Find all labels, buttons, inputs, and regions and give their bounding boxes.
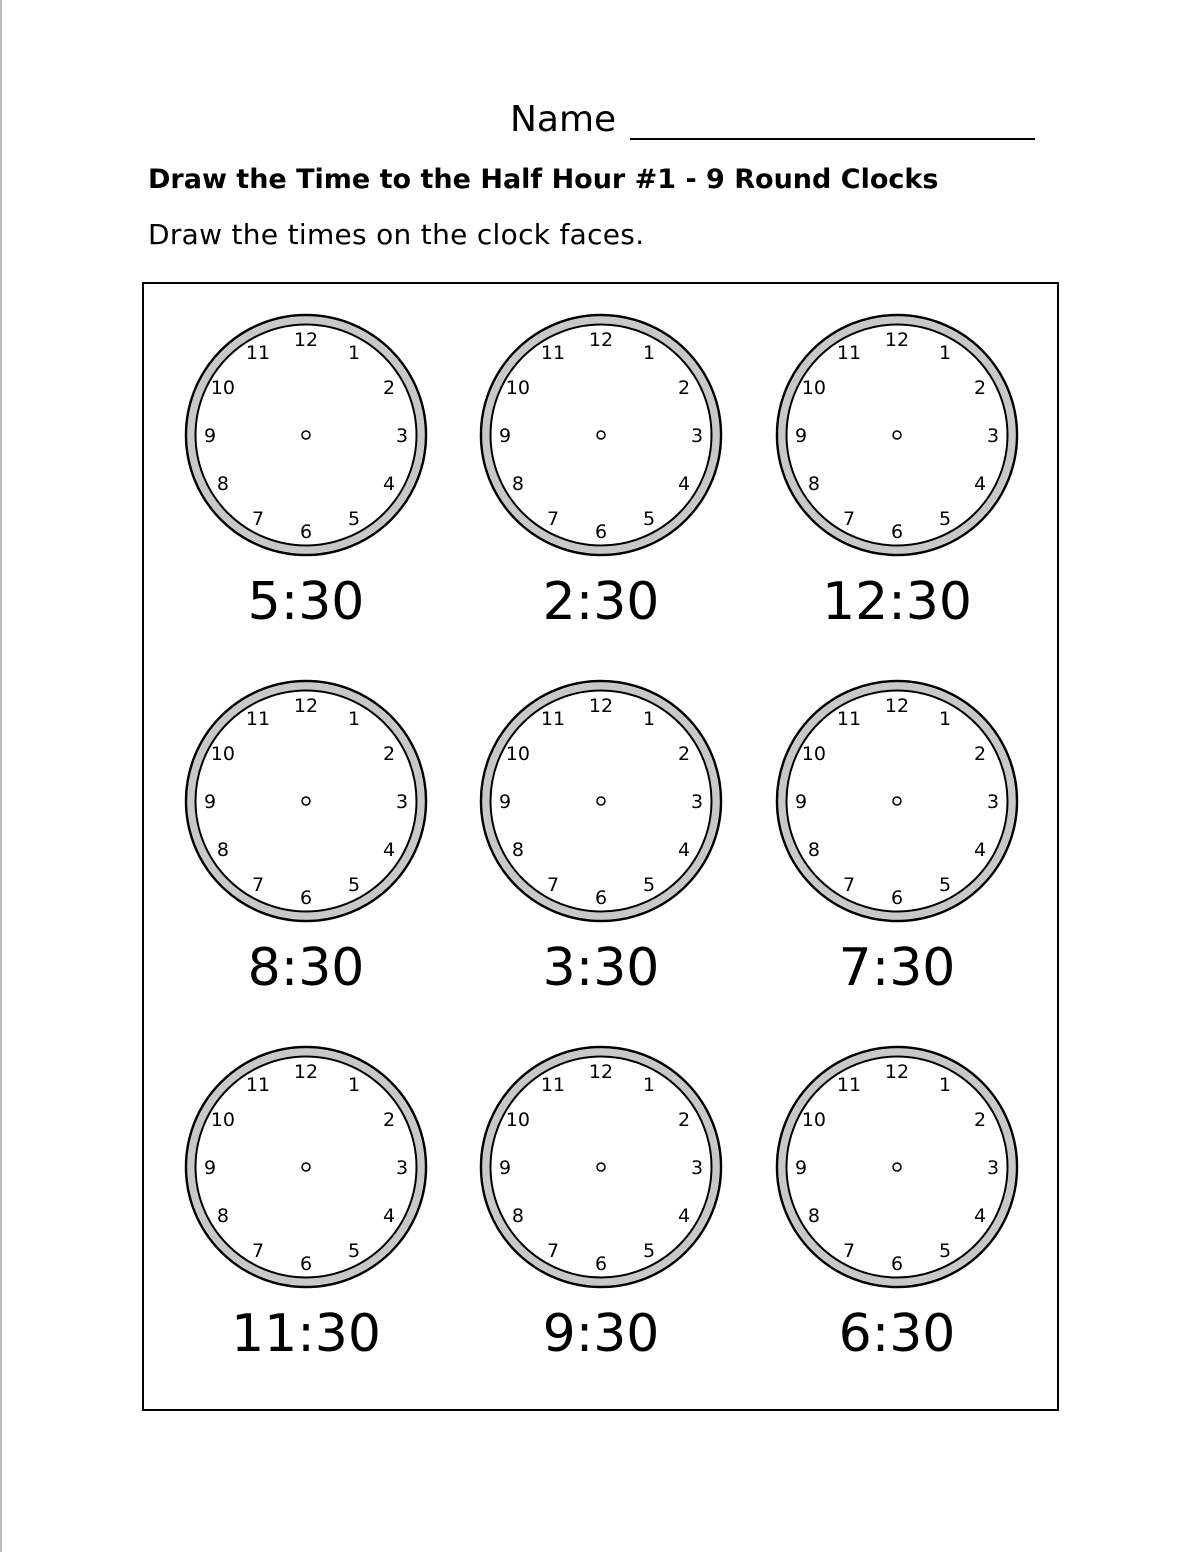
clock-numeral: 6 bbox=[594, 1253, 608, 1275]
clock-numeral: 6 bbox=[594, 887, 608, 909]
worksheet-instructions: Draw the times on the clock faces. bbox=[148, 218, 645, 251]
clock-numeral: 12 bbox=[884, 329, 910, 351]
clock-numeral: 10 bbox=[210, 1109, 235, 1131]
clock-numeral: 10 bbox=[801, 1109, 826, 1131]
clock-numeral: 12 bbox=[588, 695, 614, 717]
name-label: Name bbox=[510, 99, 617, 140]
clock-numeral: 3 bbox=[395, 1157, 409, 1179]
clock-numeral: 4 bbox=[383, 839, 396, 861]
worksheet-title: Draw the Time to the Half Hour #1 - 9 Round Clocks bbox=[148, 164, 939, 195]
clock-face[interactable] bbox=[476, 676, 726, 926]
clock-numeral: 7 bbox=[546, 508, 560, 531]
clock-time-label: 12:30 bbox=[822, 572, 972, 632]
clock-numeral: 1 bbox=[938, 341, 952, 364]
clock-numeral: 3 bbox=[986, 791, 1000, 813]
clock-time-label: 8:30 bbox=[247, 938, 365, 998]
clock-numeral: 7 bbox=[546, 1240, 560, 1263]
clock-numeral: 8 bbox=[511, 839, 524, 861]
clock-numeral: 2 bbox=[678, 1109, 691, 1131]
name-blank-line[interactable] bbox=[630, 104, 1035, 140]
clock-numeral: 5 bbox=[642, 874, 656, 897]
clock-item bbox=[476, 676, 726, 1006]
clock-item bbox=[181, 1042, 431, 1372]
clock-center-pivot bbox=[893, 431, 901, 439]
clock-numeral: 8 bbox=[216, 839, 229, 861]
clock-center-pivot bbox=[302, 797, 310, 805]
clock-time-label: 2:30 bbox=[542, 572, 660, 632]
clock-numeral: 11 bbox=[540, 707, 566, 730]
clock-numeral: 11 bbox=[540, 1073, 566, 1096]
clock-numeral: 10 bbox=[801, 377, 826, 399]
clock-numeral: 1 bbox=[642, 341, 656, 364]
clock-numeral: 12 bbox=[588, 329, 614, 351]
clock-numeral: 12 bbox=[588, 1061, 614, 1083]
clock-numeral: 11 bbox=[836, 707, 862, 730]
clock-numeral: 11 bbox=[245, 707, 271, 730]
clock-face[interactable] bbox=[181, 676, 431, 926]
clock-numeral: 7 bbox=[842, 874, 856, 897]
clock-numeral: 10 bbox=[505, 1109, 530, 1131]
clock-time-label: 3:30 bbox=[542, 938, 660, 998]
clock-numeral: 10 bbox=[210, 743, 235, 765]
clock-numeral: 5 bbox=[642, 508, 656, 531]
clock-numeral: 6 bbox=[890, 1253, 904, 1275]
clock-numeral: 10 bbox=[801, 743, 826, 765]
clock-numeral: 5 bbox=[938, 1240, 952, 1263]
clock-numeral: 3 bbox=[986, 425, 1000, 447]
clock-time-label: 11:30 bbox=[231, 1304, 381, 1364]
clock-numeral: 3 bbox=[395, 791, 409, 813]
clock-numeral: 12 bbox=[293, 1061, 319, 1083]
clock-face[interactable] bbox=[476, 310, 726, 560]
clock-numeral: 4 bbox=[678, 1205, 691, 1227]
clock-numeral: 8 bbox=[511, 1205, 524, 1227]
clock-numeral: 10 bbox=[505, 377, 530, 399]
clock-numeral: 11 bbox=[540, 341, 566, 364]
clock-numeral: 3 bbox=[690, 791, 704, 813]
clock-center-pivot bbox=[302, 1163, 310, 1171]
clock-numeral: 6 bbox=[890, 521, 904, 543]
clock-numeral: 9 bbox=[203, 791, 217, 813]
clock-numeral: 5 bbox=[642, 1240, 656, 1263]
clock-center-pivot bbox=[597, 1163, 605, 1171]
clock-numeral: 7 bbox=[842, 508, 856, 531]
clock-numeral: 8 bbox=[807, 839, 820, 861]
clock-numeral: 2 bbox=[678, 377, 691, 399]
clock-numeral: 6 bbox=[594, 521, 608, 543]
clock-numeral: 2 bbox=[678, 743, 691, 765]
clock-center-pivot bbox=[893, 797, 901, 805]
clock-face[interactable] bbox=[181, 310, 431, 560]
clock-numeral: 9 bbox=[203, 1157, 217, 1179]
clock-item bbox=[476, 1042, 726, 1372]
clock-numeral: 7 bbox=[546, 874, 560, 897]
clock-item bbox=[181, 310, 431, 640]
clock-numeral: 9 bbox=[794, 425, 808, 447]
clock-numeral: 8 bbox=[511, 473, 524, 495]
clock-item bbox=[476, 310, 726, 640]
clock-numeral: 2 bbox=[383, 377, 396, 399]
clock-face[interactable] bbox=[772, 1042, 1022, 1292]
clock-numeral: 7 bbox=[251, 508, 265, 531]
clock-numeral: 11 bbox=[245, 1073, 271, 1096]
clock-numeral: 9 bbox=[203, 425, 217, 447]
clock-numeral: 1 bbox=[642, 707, 656, 730]
clock-center-pivot bbox=[893, 1163, 901, 1171]
clock-numeral: 5 bbox=[347, 1240, 361, 1263]
clock-numeral: 10 bbox=[505, 743, 530, 765]
clock-numeral: 9 bbox=[498, 425, 512, 447]
clock-numeral: 9 bbox=[794, 1157, 808, 1179]
clock-numeral: 11 bbox=[836, 1073, 862, 1096]
clock-numeral: 1 bbox=[938, 707, 952, 730]
clock-time-label: 9:30 bbox=[542, 1304, 660, 1364]
clock-numeral: 2 bbox=[383, 743, 396, 765]
clock-numeral: 4 bbox=[383, 1205, 396, 1227]
clock-numeral: 1 bbox=[347, 341, 361, 364]
clock-numeral: 3 bbox=[986, 1157, 1000, 1179]
clock-item bbox=[772, 310, 1022, 640]
clock-numeral: 5 bbox=[347, 508, 361, 531]
clock-face[interactable] bbox=[181, 1042, 431, 1292]
clock-numeral: 2 bbox=[974, 377, 987, 399]
clock-numeral: 11 bbox=[836, 341, 862, 364]
clock-numeral: 1 bbox=[347, 707, 361, 730]
clock-numeral: 8 bbox=[216, 473, 229, 495]
name-field bbox=[510, 96, 1035, 140]
clock-numeral: 12 bbox=[884, 695, 910, 717]
clock-numeral: 8 bbox=[216, 1205, 229, 1227]
clock-time-label: 6:30 bbox=[838, 1304, 956, 1364]
clock-numeral: 6 bbox=[299, 887, 313, 909]
clock-numeral: 4 bbox=[678, 473, 691, 495]
clock-face[interactable] bbox=[772, 676, 1022, 926]
clock-numeral: 5 bbox=[347, 874, 361, 897]
clock-numeral: 12 bbox=[293, 329, 319, 351]
clock-numeral: 3 bbox=[690, 425, 704, 447]
clock-numeral: 10 bbox=[210, 377, 235, 399]
clock-numeral: 2 bbox=[974, 743, 987, 765]
clock-numeral: 4 bbox=[974, 1205, 987, 1227]
clock-numeral: 11 bbox=[245, 341, 271, 364]
clock-face[interactable] bbox=[772, 310, 1022, 560]
clock-numeral: 8 bbox=[807, 473, 820, 495]
clock-face[interactable] bbox=[476, 1042, 726, 1292]
clock-numeral: 1 bbox=[347, 1073, 361, 1096]
clock-item bbox=[772, 1042, 1022, 1372]
clock-numeral: 5 bbox=[938, 508, 952, 531]
clock-numeral: 1 bbox=[642, 1073, 656, 1096]
clock-numeral: 4 bbox=[974, 839, 987, 861]
clock-center-pivot bbox=[597, 797, 605, 805]
clock-numeral: 8 bbox=[807, 1205, 820, 1227]
clock-numeral: 4 bbox=[678, 839, 691, 861]
page-edge bbox=[0, 0, 2, 1552]
clock-numeral: 12 bbox=[884, 1061, 910, 1083]
clock-numeral: 12 bbox=[293, 695, 319, 717]
clock-numeral: 3 bbox=[690, 1157, 704, 1179]
clock-numeral: 9 bbox=[794, 791, 808, 813]
clock-item bbox=[181, 676, 431, 1006]
clock-numeral: 4 bbox=[974, 473, 987, 495]
clock-numeral: 5 bbox=[938, 874, 952, 897]
clock-time-label: 5:30 bbox=[247, 572, 365, 632]
clock-numeral: 3 bbox=[395, 425, 409, 447]
clock-center-pivot bbox=[597, 431, 605, 439]
clock-numeral: 9 bbox=[498, 791, 512, 813]
clock-numeral: 6 bbox=[299, 1253, 313, 1275]
clock-numeral: 7 bbox=[251, 1240, 265, 1263]
clock-numeral: 2 bbox=[974, 1109, 987, 1131]
clock-numeral: 6 bbox=[890, 887, 904, 909]
clock-time-label: 7:30 bbox=[838, 938, 956, 998]
clock-numeral: 9 bbox=[498, 1157, 512, 1179]
clock-numeral: 1 bbox=[938, 1073, 952, 1096]
clock-numeral: 4 bbox=[383, 473, 396, 495]
clock-item bbox=[772, 676, 1022, 1006]
clock-numeral: 7 bbox=[842, 1240, 856, 1263]
clock-center-pivot bbox=[302, 431, 310, 439]
clock-numeral: 7 bbox=[251, 874, 265, 897]
clock-numeral: 6 bbox=[299, 521, 313, 543]
clock-numeral: 2 bbox=[383, 1109, 396, 1131]
